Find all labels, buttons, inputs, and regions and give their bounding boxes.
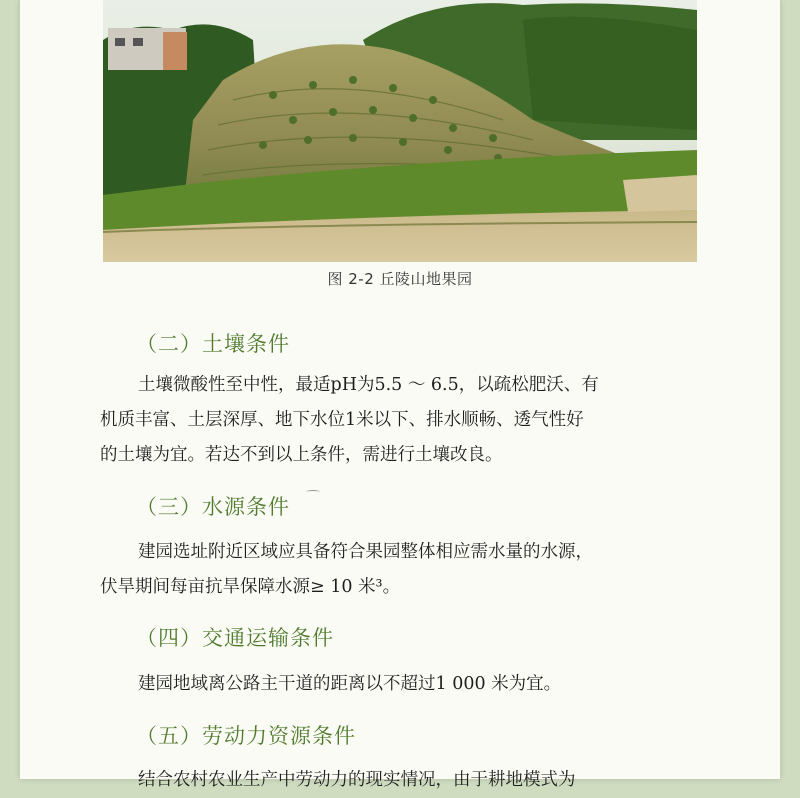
text-line: 伏旱期间每亩抗旱保障水源≥ 10 米³。 [100, 577, 401, 597]
orchard-photo [103, 0, 697, 262]
text-line: 建园地域离公路主干道的距离以不超过1 000 米为宜。 [138, 674, 562, 694]
hillside-orchard-image [103, 0, 697, 262]
text-line: 土壤微酸性至中性，最适pH为5.5 ～ 6.5，以疏松肥沃、有 [138, 375, 599, 395]
text-line: 结合农村农业生产中劳动力的现实情况，由于耕地模式为 [138, 770, 576, 790]
section-body-water [100, 535, 700, 605]
section-body-soil [100, 368, 700, 473]
section-heading-water: （三）水源条件 [136, 495, 290, 519]
text-line: 机质丰富、土层深厚、地下水位1米以下、排水顺畅、透气性好 [100, 410, 584, 430]
figure-caption: 图 2-2 丘陵山地果园 [327, 270, 473, 288]
book-page [20, 0, 780, 790]
text-line: 建园选址附近区域应具备符合果园整体相应需水量的水源， [138, 542, 593, 562]
section-heading-labor: （五）劳动力资源条件 [136, 724, 356, 748]
section-heading-transport: （四）交通运输条件 [136, 626, 334, 650]
text-line: 的土壤为宜。若达不到以上条件，需进行土壤改良。 [100, 445, 503, 465]
stray-mark [306, 490, 320, 494]
section-body-transport [100, 667, 700, 702]
section-body-labor [100, 763, 700, 798]
section-heading-soil: （二）土壤条件 [136, 332, 290, 356]
